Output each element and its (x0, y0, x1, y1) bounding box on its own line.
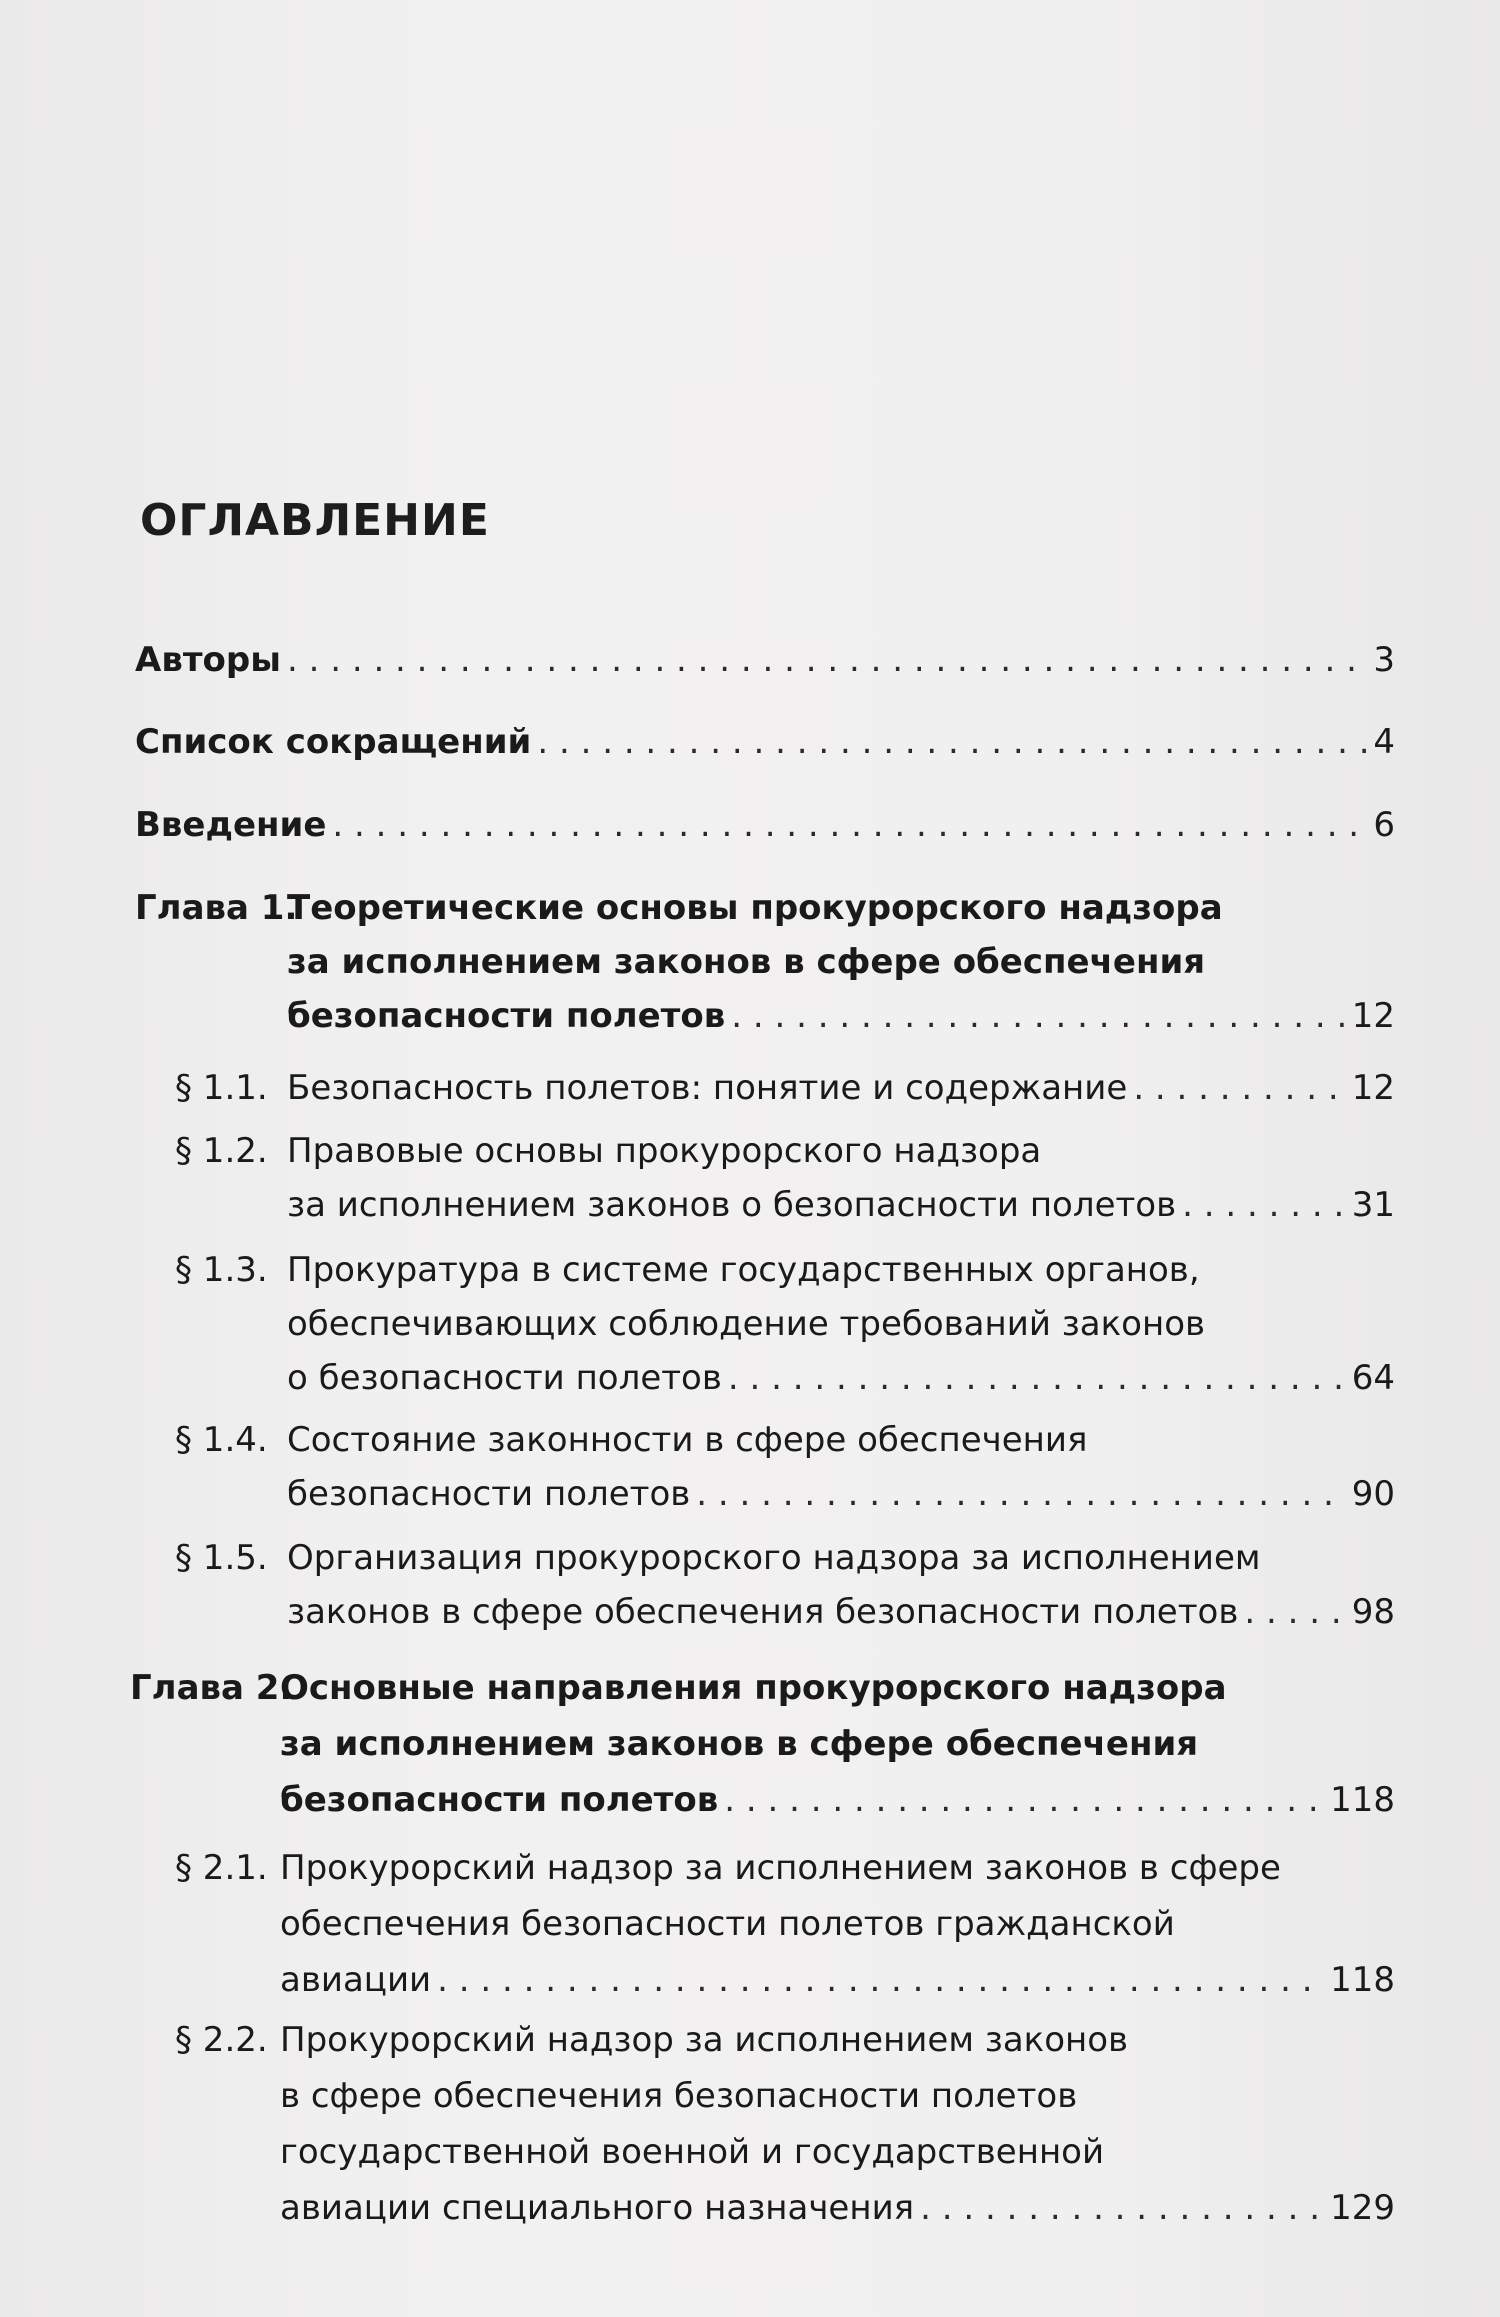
dot-leader (332, 805, 1367, 845)
toc-page-number: 4 (1373, 722, 1395, 762)
chapter-title-line: безопасности полетов (287, 996, 726, 1036)
section-number: § 1.5. (175, 1538, 268, 1578)
section-title-line: Безопасность полетов: понятие и содержание (287, 1068, 1128, 1108)
section-title-line: государственной военной и государственной (280, 2132, 1105, 2172)
section-title-line: безопасности полетов (287, 1474, 691, 1514)
section-title-line: за исполнением законов о безопасности полетов (287, 1185, 1177, 1225)
section-title-line: Правовые основы прокурорского надзора (287, 1131, 1042, 1171)
section-number: § 2.2. (175, 2020, 268, 2060)
dot-leader (920, 2188, 1324, 2228)
section-title-line: в сфере обеспечения безопасности полетов (280, 2076, 1078, 2116)
section-number: § 2.1. (175, 1848, 268, 1888)
toc-page-number: 90 (1351, 1474, 1395, 1514)
toc-page-number: 98 (1351, 1592, 1395, 1632)
toc-page-number: 64 (1351, 1358, 1395, 1398)
section-title-line: Организация прокурорского надзора за исполнением (287, 1538, 1261, 1578)
section-title-line: авиации специального назначения (280, 2188, 915, 2228)
toc-entry-label: Введение (135, 805, 327, 845)
dot-leader (728, 1358, 1346, 1398)
section-title-line: о безопасности полетов (287, 1358, 722, 1398)
dot-leader (287, 640, 1367, 680)
page-title: ОГЛАВЛЕНИЕ (140, 495, 490, 546)
dot-leader (1133, 1068, 1345, 1108)
chapter-title-line: безопасности полетов (280, 1780, 719, 1820)
toc-page-number: 3 (1373, 640, 1395, 680)
toc-page-number: 129 (1330, 2188, 1395, 2228)
toc-page-number: 118 (1330, 1780, 1395, 1820)
dot-leader (1182, 1185, 1346, 1225)
dot-leader (696, 1474, 1345, 1514)
toc-entry-label: Список сокращений (135, 722, 532, 762)
section-number: § 1.1. (175, 1068, 268, 1108)
chapter-title-line: за исполнением законов в сфере обеспечения (280, 1724, 1199, 1764)
section-title-line: Состояние законности в сфере обеспечения (287, 1420, 1088, 1460)
section-title-line: Прокурорский надзор за исполнением законов в сфере (280, 1848, 1281, 1888)
dot-leader (1244, 1592, 1345, 1632)
section-number: § 1.2. (175, 1131, 268, 1171)
toc-page-number: 118 (1330, 1960, 1395, 2000)
toc-page-number: 31 (1351, 1185, 1395, 1225)
section-title-line: обеспечения безопасности полетов гражданской (280, 1904, 1175, 1944)
chapter-number: Глава 2. (130, 1668, 293, 1708)
chapter-title-line: Теоретические основы прокурорского надзора (287, 888, 1223, 928)
toc-page-number: 12 (1351, 996, 1395, 1036)
dot-leader (437, 1960, 1324, 2000)
toc-page-number: 6 (1373, 805, 1395, 845)
section-title-line: Прокуратура в системе государственных органов, (287, 1250, 1200, 1290)
section-title-line: обеспечивающих соблюдение требований законов (287, 1304, 1206, 1344)
toc-entry-label: Авторы (135, 640, 281, 680)
section-number: § 1.4. (175, 1420, 268, 1460)
dot-leader (731, 996, 1345, 1036)
dot-leader (537, 722, 1367, 762)
chapter-title-line: за исполнением законов в сфере обеспечения (287, 942, 1206, 982)
section-title-line: авиации (280, 1960, 432, 2000)
section-number: § 1.3. (175, 1250, 268, 1290)
chapter-number: Глава 1. (135, 888, 298, 928)
dot-leader (724, 1780, 1324, 1820)
toc-page-number: 12 (1351, 1068, 1395, 1108)
chapter-title-line: Основные направления прокурорского надзора (280, 1668, 1227, 1708)
section-title-line: Прокурорский надзор за исполнением законов (280, 2020, 1129, 2060)
section-title-line: законов в сфере обеспечения безопасности полетов (287, 1592, 1239, 1632)
